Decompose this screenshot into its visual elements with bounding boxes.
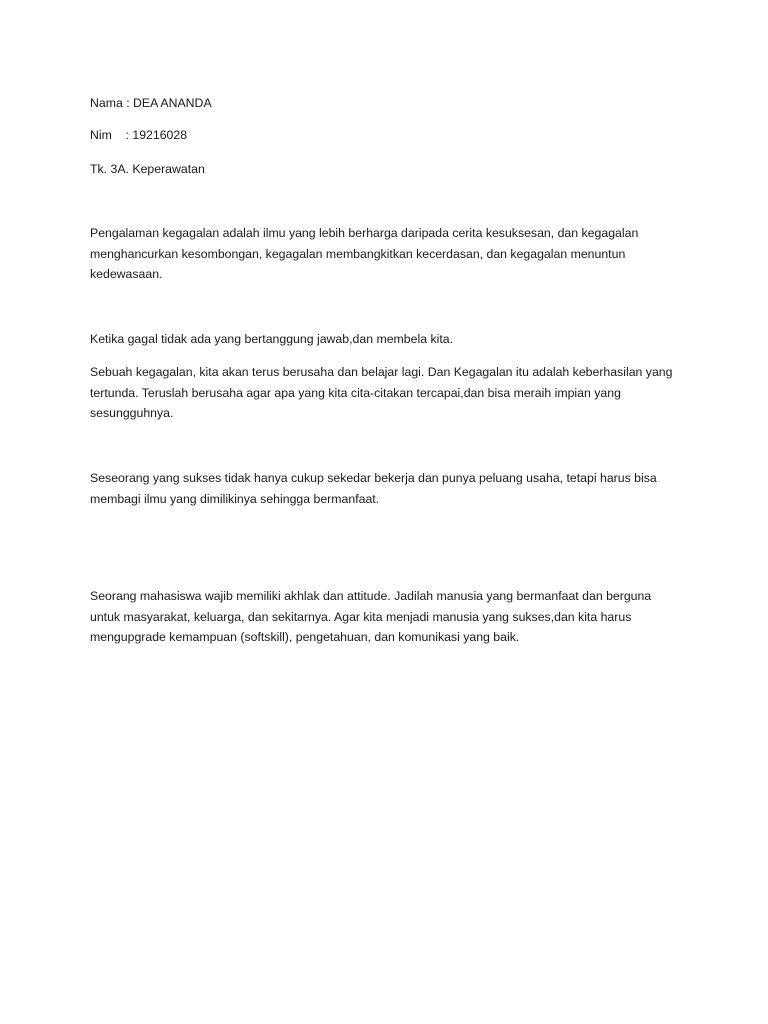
paragraph-line: membagi ilmu yang dimilikinya sehingga bermanfaat. bbox=[90, 491, 380, 506]
paragraph-line: Sebuah kegagalan, kita akan terus berusaha dan belajar lagi. Dan Kegagalan itu adalah keberhasilan yang bbox=[90, 365, 673, 379]
paragraph-1 bbox=[90, 223, 690, 285]
paragraph-line: Seorang mahasiswa wajib memiliki akhlak dan attitude. Jadilah manusia yang bermanfaat dan berguna bbox=[90, 589, 652, 603]
student-class: Tk. 3A. Keperawatan bbox=[90, 162, 205, 176]
student-name: Nama : DEA ANANDA bbox=[90, 96, 212, 110]
paragraph-line: kedewasaan. bbox=[90, 267, 163, 281]
paragraph-4 bbox=[90, 468, 690, 509]
paragraph-line: tertunda. Teruslah berusaha agar apa yang kita cita-citakan tercapai,dan bisa meraih impian yang bbox=[90, 385, 621, 400]
paragraph-2 bbox=[90, 329, 690, 350]
paragraph-line: Ketika gagal tidak ada yang bertanggung jawab,dan membela kita. bbox=[90, 332, 454, 346]
paragraph-line: sesungguhnya. bbox=[90, 406, 174, 420]
paragraph-3 bbox=[90, 362, 690, 424]
paragraph-line: untuk masyarakat, keluarga, dan sekitarnya. Agar kita menjadi manusia yang sukses,dan kita harus bbox=[90, 609, 632, 624]
paragraph-line: mengupgrade kemampuan (softskill), pengetahuan, dan komunikasi yang baik. bbox=[90, 630, 520, 644]
paragraph-line: Pengalaman kegagalan adalah ilmu yang lebih berharga daripada cerita kesuksesan, dan kegagalan bbox=[90, 226, 639, 240]
student-nim: Nim : 19216028 bbox=[90, 128, 188, 142]
paragraph-line: Seseorang yang sukses tidak hanya cukup sekedar bekerja dan punya peluang usaha, tetapi harus bisa bbox=[90, 471, 657, 485]
paragraph-line: menghancurkan kesombongan, kegagalan membangkitkan kecerdasan, dan kegagalan menuntun bbox=[90, 246, 626, 261]
paragraph-5 bbox=[90, 586, 690, 648]
